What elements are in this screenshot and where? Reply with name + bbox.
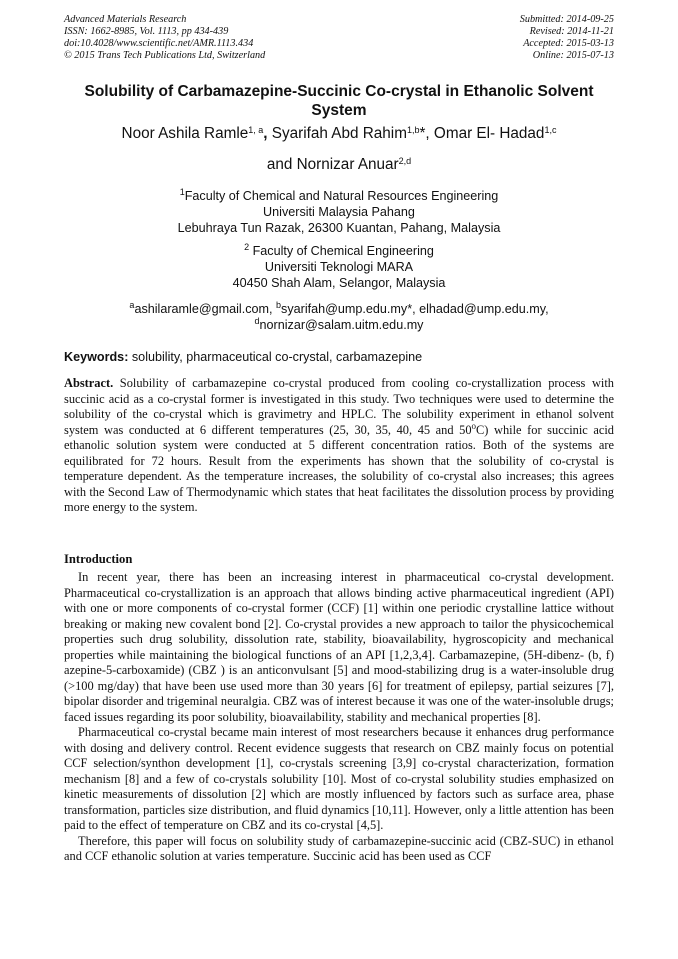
email-a[interactable]: ashilaramle@gmail.com,: [134, 302, 277, 316]
author-separator: ,: [425, 125, 430, 142]
affiliation-university: Universiti Teknologi MARA: [264, 260, 414, 274]
author-separator: ,: [263, 125, 268, 142]
author-conjunction: and: [266, 156, 293, 173]
paragraph: Therefore, this paper will focus on solubility study of carbamazepine-succinic acid (CBZ-SUC) in ethanol and CCF ethanolic solution at varies temperature. Succinic acid has been used as CCF: [64, 833, 614, 863]
affiliation-faculty: Faculty of Chemical and Natural Resources Engineering: [184, 189, 499, 203]
affiliation-line: [64, 188, 614, 204]
affiliation-1: [64, 188, 614, 236]
publication-dates: [520, 14, 614, 62]
section-heading-introduction: Introduction: [64, 552, 133, 566]
affiliation-line: [64, 243, 614, 259]
date-submitted: Submitted: 2014-09-25: [519, 14, 614, 25]
journal-header: [64, 14, 265, 62]
abstract: [64, 376, 614, 516]
affiliation-faculty: Faculty of Chemical Engineering: [249, 244, 434, 258]
date-online: Online: 2015-07-13: [532, 50, 614, 61]
journal-doi[interactable]: doi:10.4028/www.scientific.net/AMR.1113.434: [64, 38, 254, 49]
degree-mark: o: [471, 420, 477, 431]
email-d[interactable]: nornizar@salam.uitm.edu.my: [259, 318, 424, 332]
author-name: Omar El- Hadad: [433, 125, 545, 142]
author-affiliation-mark: 1,b: [406, 125, 420, 135]
corresponding-author-mark: *: [419, 125, 426, 142]
abstract-label: Abstract.: [64, 376, 114, 390]
affiliation-address: Lebuhraya Tun Razak, 26300 Kuantan, Pahang, Malaysia: [177, 221, 501, 235]
journal-issn: ISSN: 1662-8985, Vol. 1113, pp 434-439: [64, 26, 229, 37]
author-row-1: [64, 124, 614, 143]
affiliation-university: Universiti Malaysia Pahang: [263, 205, 415, 219]
affiliation-number: 1: [179, 187, 185, 197]
keywords: [64, 350, 422, 364]
keywords-text: solubility, pharmaceutical co-crystal, carbamazepine: [128, 350, 423, 364]
date-accepted: Accepted: 2015-03-13: [523, 38, 614, 49]
author-row-2: [64, 155, 614, 174]
author-list: [64, 124, 614, 174]
author-affiliation-mark: 1,c: [544, 125, 557, 135]
affiliation-address: 40450 Shah Alam, Selangor, Malaysia: [232, 276, 446, 290]
journal-name: Advanced Materials Research: [64, 14, 187, 25]
paragraph: In recent year, there has been an increasing interest in pharmaceutical co-crystal development. Pharmaceutical co-crystallization is an approach that allows binding active pharmaceutical ingredient (API) with one or more components of co-crystal former (CCF) [1] within one periodic crystalline lattice without breaking or making new covalent bond [2]. Co-crystal provides a new approach to tailor the physicochemical properties such drug solubility, dissolution rate, stability, bioavailability, hygroscopicity and mechanical properties while maintaining the biological functions of an API [1,2,3,4]. Carbamazepine, (5H-dibenz- (b, f) azepine-5-carboxamide) (CBZ ) is an anticonvulsant [5] and mood-stabilizing drug is a water-insoluble drug (>100 mg/day) that have been use used more than 30 years [6] for treatment of epilepsy, partial seizures [7], bipolar disorder and trigeminal neuralgia. CBZ was of interest because it was one of the water-insoluble drugs; faced issues regarding its poor solubility, bioavailability, stability and mechanical properties [8].: [64, 570, 614, 724]
journal-copyright: © 2015 Trans Tech Publications Ltd, Switzerland: [64, 50, 266, 61]
paper-title: Solubility of Carbamazepine-Succinic Co-crystal in Ethanolic Solvent System: [84, 83, 594, 119]
affiliation-2: [64, 243, 614, 291]
email-mark: d: [254, 316, 260, 326]
author-name: Syarifah Abd Rahim: [271, 125, 407, 142]
author-affiliation-mark: 2,d: [398, 156, 412, 166]
email-mark: b: [276, 300, 282, 310]
email-b[interactable]: syarifah@ump.edu.my*, elhadad@ump.edu.my,: [281, 302, 549, 316]
author-name: Nornizar Anuar: [296, 156, 399, 173]
email-line-2: [64, 317, 614, 333]
paragraph: Pharmaceutical co-crystal became main interest of most researchers because it enhances drug performance with dosing and delivery control. Recent evidence suggests that research on CBZ mainly focus on potential CCF selection/synthon development [1], co-crystals screening [3,9] co-crystal characterization, formation mechanism [8] and a few of co-crystals solubility [10]. Most of co-crystal solubility studies emphasized on kinetic measurements of dissolution [2] which are mostly influenced by factors such as surface area, phase transformation, particles size distribution, and fluid dynamics [10,11]. However, only a little attention has been paid to the effect of temperature on CBZ and its co-crystal [4,5].: [64, 725, 614, 832]
abstract-text-continued: C) while for succinic acid ethanolic solution system were conducted at 5 different concentration ratios. Both of the systems are equilibrated for 72 hours. Result from the experiments has shown that the solubility of co-crystal is temperature dependent. As the temperature increases, the solubility of co-crystal also increases; this agrees with the Second Law of Thermodynamic which states that heat facilitates the dissolution process by providing more energy to the system.: [64, 422, 614, 515]
author-name: Noor Ashila Ramle: [121, 125, 249, 142]
introduction-body: [64, 570, 614, 865]
author-affiliation-mark: 1, a: [248, 125, 264, 135]
keywords-label: Keywords:: [64, 350, 129, 364]
affiliation-number: 2: [244, 242, 250, 252]
abstract-text: Solubility of carbamazepine co-crystal produced from cooling co-crystallization process with succinic acid as a co-crystal former is investigated in this study. Two techniques were used to determine the solubility of the co-crystal which is gravimetry and HPLC. The solubility experiment in ethanol solvent system was conducted at 6 different temperatures (25, 30, 35, 40, 45 and 50: [64, 376, 614, 437]
email-mark: a: [129, 300, 135, 310]
author-emails: [64, 301, 614, 333]
date-revised: Revised: 2014-11-21: [529, 26, 614, 37]
email-line-1: [64, 301, 614, 317]
